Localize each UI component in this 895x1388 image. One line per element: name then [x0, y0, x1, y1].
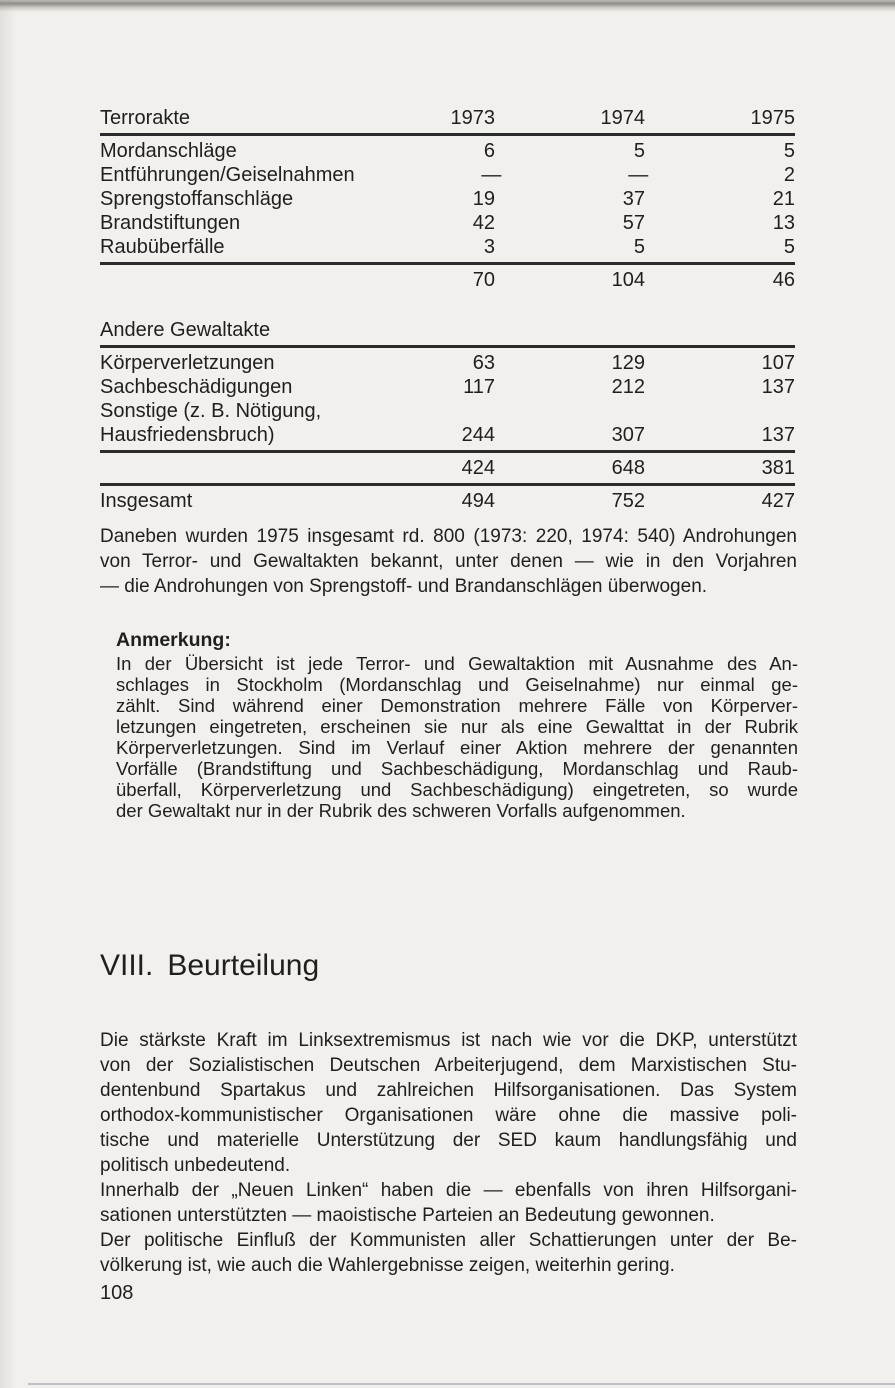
row-label: Raubüberfälle: [100, 236, 225, 258]
table-row: [100, 399, 795, 423]
statistics-table: [100, 106, 795, 513]
text-line: von der Sozialistischen Deutschen Arbeiterjugend, dem Marxistischen Stu-: [100, 1055, 797, 1076]
table-header-row: [100, 106, 795, 130]
row-value-1973: 63: [472, 352, 495, 374]
text-line: Daneben wurden 1975 insgesamt rd. 800 (1973: 220, 1974: 540) Androhungen: [100, 526, 797, 547]
table-row: [100, 211, 795, 235]
text-line: zählt. Sind während einer Demonstration mehrere Fälle von Körperver-: [116, 695, 798, 716]
text-line: Die stärkste Kraft im Linksextremismus ist nach wie vor die DKP, unterstützt: [100, 1030, 797, 1051]
table-row: [100, 423, 795, 447]
table-row: [100, 139, 795, 163]
row-value-1975: 2: [783, 164, 796, 186]
row-value-1974: 57: [622, 212, 645, 234]
paragraph-beurteilung-1: [100, 1028, 797, 1178]
table-row: [100, 375, 795, 399]
row-value-1973: —: [481, 164, 502, 186]
paragraph-beurteilung-2: [100, 1178, 797, 1228]
text-line: sationen unterstützten — maoistische Parteien an Bedeutung gewonnen.: [100, 1205, 715, 1226]
total-label: Insgesamt: [100, 490, 193, 512]
table-title: Terrorakte: [100, 107, 191, 129]
subtotal-1975: 381: [761, 457, 795, 479]
table-rule: [100, 483, 795, 486]
subtotal-1973: 70: [472, 269, 495, 291]
text-line: orthodox-kommunistischer Organisationen wäre ohne die massive poli-: [100, 1105, 797, 1126]
row-value-1975: 137: [761, 424, 795, 446]
table-row: [100, 187, 795, 211]
row-value-1973: 19: [472, 188, 495, 210]
row-label: Hausfriedensbruch): [100, 424, 275, 446]
section-title: Andere Gewaltakte: [100, 319, 271, 341]
row-value-1973: 244: [461, 424, 495, 446]
row-label: Brandstiftungen: [100, 212, 241, 234]
text-line: In der Übersicht ist jede Terror- und Gewaltaktion mit Ausnahme des An-: [116, 653, 798, 674]
row-value-1975: 5: [783, 140, 795, 162]
table-rule: [100, 345, 795, 348]
section-heading: [100, 948, 319, 984]
text-line: letzungen eingetreten, erscheinen sie nur als eine Gewalttat in der Rubrik: [116, 716, 798, 737]
row-label: Körperverletzungen: [100, 352, 275, 374]
scan-edge-bottom: [28, 1383, 895, 1385]
table-rule: [100, 450, 795, 453]
gewalt-subtotal-row: [100, 456, 795, 480]
table-row: [100, 163, 795, 187]
text-line: politisch unbedeutend.: [100, 1155, 291, 1176]
subtotal-1973: 424: [461, 457, 495, 479]
section-heading-numeral: VIII.: [100, 949, 154, 982]
section-heading-text: Beurteilung: [167, 949, 320, 982]
text-line: Körperverletzungen. Sind im Verlauf einer Aktion mehrere der genannten: [116, 737, 798, 758]
row-value-1975: 21: [772, 188, 795, 210]
row-value-1974: 212: [611, 376, 645, 398]
scan-edge-left: [0, 0, 16, 1388]
note-body: [116, 653, 798, 821]
row-value-1975: 137: [761, 376, 795, 398]
row-value-1974: 5: [633, 140, 645, 162]
text-line: überfall, Körperverletzung und Sachbeschädigung) eingetreten, so wurde: [116, 779, 798, 800]
year-header-1973: 1973: [450, 107, 495, 129]
year-header-1974: 1974: [600, 107, 645, 129]
note-block: [116, 627, 798, 821]
text-line: von Terror- und Gewaltakten bekannt, unter denen — wie in den Vorjahren: [100, 551, 797, 572]
year-header-1975: 1975: [750, 107, 795, 129]
text-line: Der politische Einfluß der Kommunisten aller Schattierungen unter der Be-: [100, 1230, 797, 1251]
row-value-1973: 6: [483, 140, 495, 162]
text-line: — die Androhungen von Sprengstoff- und Brandanschlägen überwogen.: [100, 576, 708, 597]
row-label: Entführungen/Geiselnahmen: [100, 164, 355, 186]
total-1973: 494: [461, 490, 495, 512]
text-line: der Gewaltakt nur in der Rubrik des schweren Vorfalls aufgenommen.: [116, 800, 686, 821]
table-row: [100, 351, 795, 375]
page-number: 108: [100, 1282, 134, 1304]
text-line: tische und materielle Unterstützung der SED kaum handlungsfähig und: [100, 1130, 797, 1151]
row-value-1974: 5: [633, 236, 645, 258]
row-label: Sprengstoffanschläge: [100, 188, 294, 210]
row-value-1975: 107: [761, 352, 795, 374]
row-value-1974: 307: [611, 424, 645, 446]
row-label: Mordanschläge: [100, 140, 237, 162]
terror-subtotal-row: [100, 268, 795, 292]
row-label: Sachbeschädigungen: [100, 376, 293, 398]
text-line: Innerhalb der „Neuen Linken“ haben die — ebenfalls von ihren Hilfsorgani-: [100, 1180, 797, 1201]
row-label: Sonstige (z. B. Nötigung,: [100, 400, 322, 422]
row-value-1975: 13: [772, 212, 795, 234]
table-rule: [100, 262, 795, 265]
text-line: Vorfälle (Brandstiftung und Sachbeschädigung, Mordanschlag und Raub-: [116, 758, 798, 779]
row-value-1973: 117: [463, 376, 495, 398]
note-title: Anmerkung:: [116, 629, 231, 651]
scan-edge-top: [0, 0, 895, 12]
total-row: [100, 489, 795, 513]
text-line: dentenbund Spartakus und zahlreichen Hilfsorganisationen. Das System: [100, 1080, 797, 1101]
row-value-1974: —: [628, 164, 649, 186]
subtotal-1975: 46: [772, 269, 795, 291]
total-1974: 752: [611, 490, 645, 512]
table-rule: [100, 133, 795, 136]
row-value-1974: 37: [622, 188, 645, 210]
row-value-1974: 129: [611, 352, 645, 374]
text-line: schlages in Stockholm (Mordanschlag und Geiselnahme) nur einmal ge-: [116, 674, 798, 695]
subtotal-1974: 104: [611, 269, 645, 291]
row-value-1973: 3: [483, 236, 495, 258]
subtotal-1974: 648: [611, 457, 645, 479]
row-value-1973: 42: [472, 212, 495, 234]
text-line: völkerung ist, wie auch die Wahlergebnisse zeigen, weiterhin gering.: [100, 1255, 675, 1276]
paragraph-androhungen: [100, 524, 797, 599]
table-row: [100, 235, 795, 259]
row-value-1975: 5: [783, 236, 795, 258]
total-1975: 427: [761, 490, 795, 512]
paragraph-beurteilung-3: [100, 1228, 797, 1278]
